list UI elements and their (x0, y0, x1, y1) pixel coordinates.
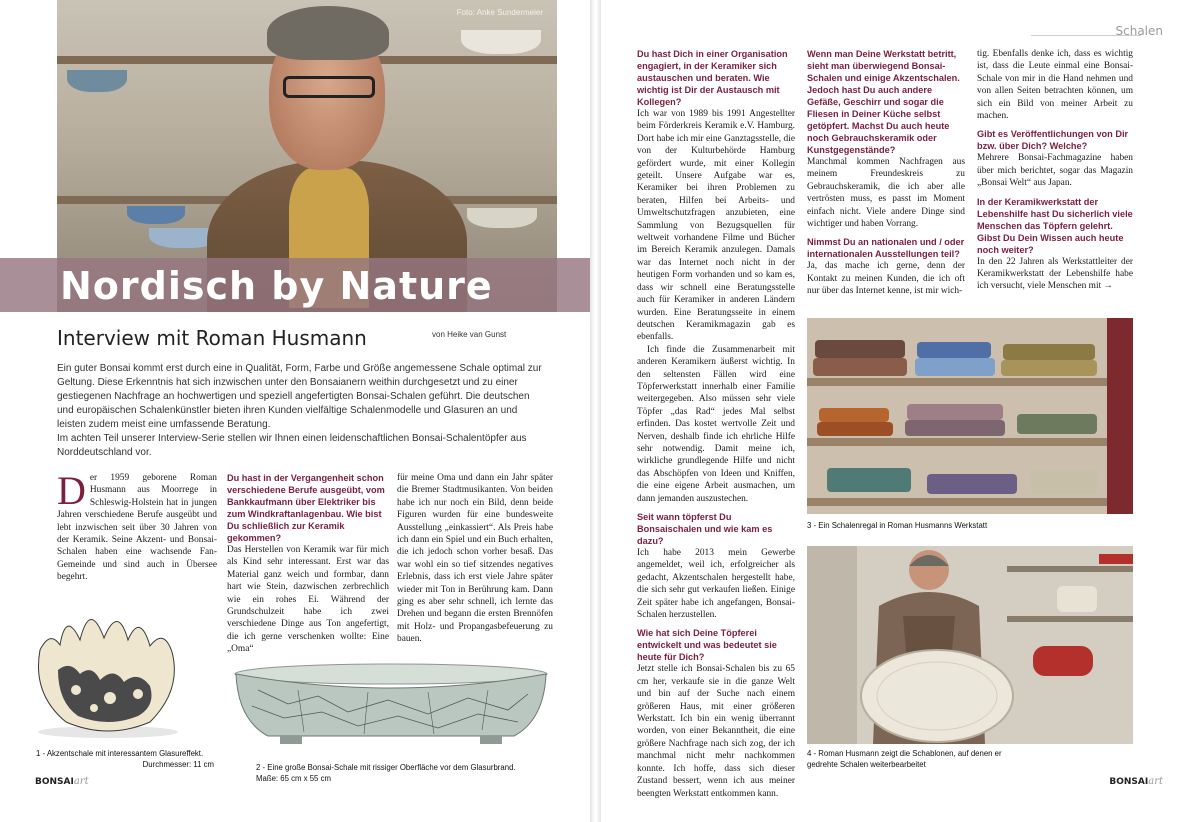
photo-credit: Foto: Anke Sundermeier (456, 8, 543, 17)
intro-text: Ein guter Bonsai kommt erst durch eine in Qualität, Form, Farbe und Größe angemessene Schale optimal zur Geltung. Diese Erkenntnis hat sich inzwischen unter den Bonsaianern weithin durchgesetzt und zu einer gestiegenen Nachfrage an hochwertigen und speziell angefertigten Bonsai-Schalen geführt. Die deutschen und europäischen Schalenkünstler bieten ihren Kunden vielfältige Schalenmodelle und Glasuren an und leisten zudem meist eine umfassende Beratung. (57, 363, 542, 430)
interview-answer: Ich war von 1989 bis 1991 Angestellter beim Förderkreis Keramik e.V. Hamburg. Dort habe ich mir eine Ganztagsstelle, die von der Kulturbehörde Hamburg gefördert wurde, mit einer Kollegin geteilt. Unsere Aufgabe war es, Keramiker bei ihren Problemen zu beraten, Hilfen bei Arbeits- und Umweltschutzfragen anzubieten, eine Sammlung von Bezugsquellen für weltweit vorhandene Filme und Bücher im Bereich Keramik anzulegen. Damals war das Internet noch nicht in der heutigen Form vorhanden und so kam es, dass wir schnell eine Beratungsstelle auch für Keramiker in anderen Ländern wurden. Eine Beratungsseite in einem deutschen Keramikmagazin gab es ebenfalls. (637, 109, 795, 343)
interview-question: Wie hat sich Deine Töpferei entwickelt und was bedeutet sie heute für Dich? (637, 628, 777, 663)
interview-answer: Mehrere Bonsai-Fachmagazine haben über mich berichtet, sogar das Magazin „Bonsai Welt“ aus Japan. (977, 153, 1133, 189)
body-text: er 1959 geborene Roman Husmann aus Moorrege in Schleswig-Holstein hat in jungen Jahren verschiedene Berufe ausgeübt und lebt inzwischen seit über 30 Jahren von der Keramik. Seine Akzent- und Bonsai-Schalen haben eine wachsende Fan-Gemeinde und sind auch in Übersee begehrt. (57, 473, 217, 583)
caption-2 (256, 762, 556, 784)
caption-text: 2 - Eine große Bonsai-Schale mit rissiger Oberfläche vor dem Glasurbrand. (256, 763, 516, 772)
page-gutter (590, 0, 601, 822)
bowl (467, 208, 537, 228)
footer-brand: BONSAI (1109, 777, 1149, 787)
interview-answer: Ich finde die Zusammenarbeit mit anderen Keramikern äußerst wichtig. In den seltensten Fällen wird eine Töpferwerkstatt innerhalb einer Familie weitergegeben. Also müssen sehr viele Töpfer „das Rad“ jedes Mal selbst erfinden. Das kostet wertvolle Zeit und Nerven, deshalb finde ich ehrliche Hilfe sehr notwendig. Damit meine ich, wirkliche grundlegende Hilfe und nicht das Abschöpfen von Ideen und Kniffen, die eine eigene Arbeit ausmachen, um dann jemanden auszustechen. (637, 344, 795, 504)
interview-answer: In den 22 Jahren als Werkstattleiter der Keramikwerkstatt der Lebenshilfe habe ich versucht, viele Menschen mit → (977, 256, 1133, 292)
interview-question: Nimmst Du an nationalen und / oder internationalen Ausstellungen teil? (807, 237, 965, 260)
right-page (601, 0, 1191, 822)
article-title: Nordisch by Nature (60, 264, 493, 308)
caption-text: Maße: 65 cm x 55 cm (256, 774, 331, 783)
bowl (461, 30, 541, 54)
workshop-illustration (807, 546, 1133, 744)
body-text: für meine Oma und dann ein Jahr später die Bremer Stadtmusikanten. Von beiden habe ich nur noch ein Bild, denn beide Figuren wurden für eine bundesweite Ausstellung „einkassiert“. Als Preis habe ich dann ein Spiel und ein Buch erhalten, die ich jedoch schon vorher besaß. Das war wohl ein so tief sitzendes negatives Erlebnis, dass ich erst viele Jahre später wieder mit Ton in Berührung kam. Dann ging es aber sehr schnell, ich lernte das Drehen und begann die ersten Brennöfen mit Holz- und Propangasbefeuerung zu bauen. (397, 473, 553, 645)
person-hair (267, 6, 389, 60)
interview-question: Seit wann töpferst Du Bonsaischalen und wie kam es dazu? (637, 512, 773, 546)
interview-answer: Das Herstellen von Keramik war für mich als Kind sehr interessant. Erst war das Material ganz weich und formbar, dann hart wie Stein, dazwischen zerbrechlich wie ein rohes Ei. Während der Grundschulzeit habe ich zwei verschiedene Dinge aus Ton angefertigt, die ich gerne verschenken wollte: Eine „Oma“ (227, 545, 389, 655)
title-band (0, 258, 590, 312)
article-subtitle: Interview mit Roman Husmann (57, 326, 367, 350)
left-page (0, 0, 590, 822)
glasses (283, 76, 375, 98)
intro-paragraph (57, 362, 547, 460)
interview-question: In der Keramikwerkstatt der Lebenshilfe hast Du sicherlich viele Menschen das Töpfern gelehrt. Gibst Du Dein Wissen auch heute noch weiter? (977, 196, 1133, 255)
accent-bowl-illustration (0, 590, 214, 742)
accent-bowl-photo (0, 590, 214, 742)
bowl (67, 70, 127, 92)
caption-text: 1 - Akzentschale mit interessantem Glasureffekt. (36, 749, 204, 758)
byline: von Heike van Gunst (432, 330, 507, 339)
interview-question: Du hast Dich in einer Organisation engagiert, in der Keramiker sich austauschen und beraten. Wie wichtig ist Dir der Austausch mit Kollegen? (637, 49, 788, 107)
section-label: Schalen (1115, 24, 1163, 38)
column-c (977, 48, 1133, 293)
footer-right (1109, 776, 1163, 787)
column-a (637, 48, 795, 800)
interview-answer: Jetzt stelle ich Bonsai-Schalen bis zu 65 cm her, verkaufe sie in die ganze Welt und bin auf der Suche nach einem größeren Haus, mit einer größeren Werkstatt. Ich bin ein wenig überrannt worden, von einer Bekanntheit, die eine größere Nachfrage nach sich zog, der ich manchmal nicht mehr nachkommen konnte. Ich hoffe, dass sich dieser Zustand bessert, wenn ich aus meiner beengten Werkstatt entkommen kann. (637, 664, 795, 799)
caption-text: Durchmesser: 11 cm (142, 760, 214, 769)
drop-cap: D (57, 468, 86, 513)
footer-art: art (73, 776, 89, 787)
interview-answer: Ja, das mache ich gerne, denn der Kontakt zu meinen Kunden, die ich oft nur über das Internet kenne, ist mir wich- (807, 261, 965, 297)
footer-art: art (1148, 776, 1163, 787)
shelf-illustration (807, 318, 1133, 514)
caption-text: gedrehte Schalen weiterbearbeitet (807, 760, 926, 769)
column-1 (57, 468, 217, 584)
intro-text: Im achten Teil unserer Interview-Serie stellen wir Ihnen einen leidenschaftlichen Bonsai-Schalentöpfer aus Norddeutschland vor. (57, 433, 527, 458)
caption-4 (807, 748, 1133, 770)
bowl (127, 206, 185, 224)
column-2 (227, 472, 389, 656)
caption-text: 4 - Roman Husmann zeigt die Schablonen, auf denen er (807, 749, 1002, 758)
footer-brand: BONSAI (35, 777, 74, 787)
caption-3: 3 - Ein Schalenregal in Roman Husmanns Werkstatt (807, 521, 988, 530)
large-bowl-illustration (228, 660, 554, 754)
shelf-photo (807, 318, 1133, 514)
footer-left (35, 776, 89, 787)
interview-question: Gibt es Veröffentlichungen von Dir bzw. über Dich? Welche? (977, 129, 1129, 152)
workshop-photo (807, 546, 1133, 744)
interview-question: Wenn man Deine Werkstatt betritt, sieht man überwiegend Bonsai-Schalen und einige Akzentschalen. Jedoch hast Du auch andere Gefäße, Geschirr und sogar die Fliesen in Deiner Küche selbst getöpfert. Machst Du auch heute noch Gebrauchskeramik oder Kunstgegenstände? (807, 49, 960, 155)
column-3 (397, 472, 553, 646)
large-bowl-photo (228, 660, 554, 754)
interview-answer: Ich habe 2013 mein Gewerbe angemeldet, weil ich, erfolgreicher als gedacht, Akzentschalen hergestellt habe, die sich sehr gut verkaufen ließen. Einige Zeit später habe ich angefangen, Bonsai-Schalen herzustellen. (637, 548, 795, 621)
interview-question: Du hast in der Vergangenheit schon verschiedene Berufe ausgeübt, vom Bankkaufmann über Elektriker bis zum Windkraftanlagenbau. Wie bist Du schließlich zur Keramik gekommen? (227, 473, 385, 543)
interview-answer: tig. Ebenfalls denke ich, dass es wichtig ist, dass die Leute einmal eine Bonsai-Schale von mir in die Hand nehmen und von allen Seiten betrachten können, um sich ein Bild von meiner Arbeit zu machen. (977, 49, 1133, 122)
caption-1 (36, 748, 214, 770)
column-b (807, 48, 965, 298)
interview-answer: Manchmal kommen Nachfragen aus meinem Freundeskreis zu Gebrauchskeramik, die ich aber alle vertrösten muss, es passt im Moment einfach nicht. Viele andere Dinge sind wichtiger und haben Vorrang. (807, 157, 965, 230)
